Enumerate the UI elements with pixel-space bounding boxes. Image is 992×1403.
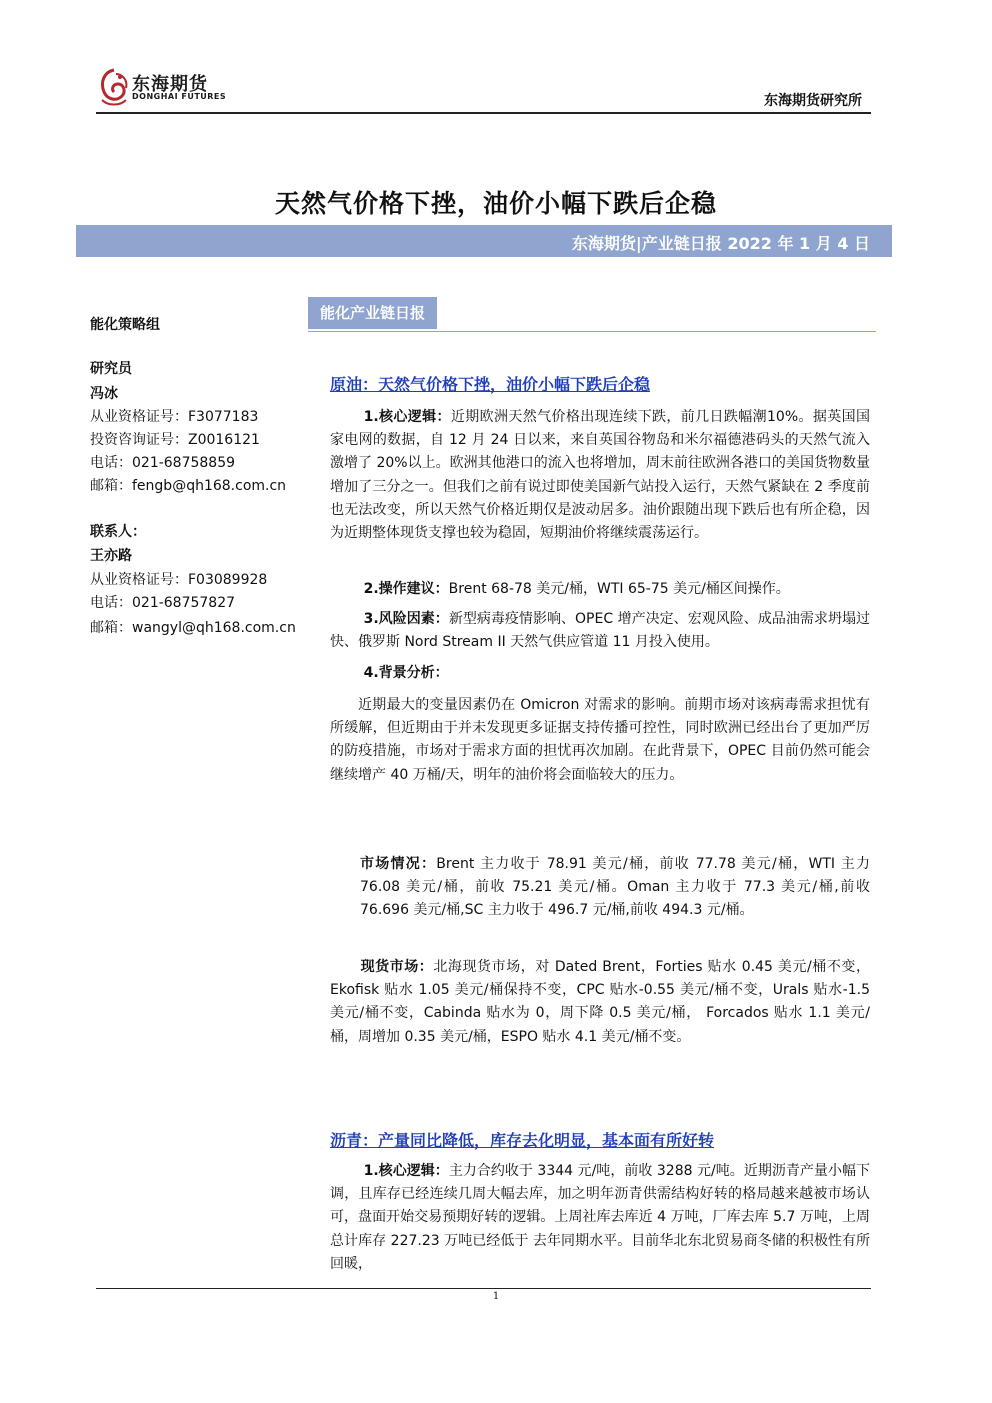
asphalt-core-text: 主力合约收于 3344 元/吨，前收 3288 元/吨。近期沥青产量小幅下调，且库存已经连续几周大幅去库，加之明年沥青供需结构好转的格局越来越被市场认可，盘面开始交易预期好转的逻辑。上周社库去库近 4 万吨，厂库去库 5.7 万吨，上周总计库存 227.23 万吨已经低于 去年同期水平。目前华北东北贸易商冬储的积极性有所回暖，: [330, 1163, 870, 1272]
crude-risk-label: 3.风险因素：: [363, 611, 449, 627]
crude-op-label: 2.操作建议：: [363, 581, 449, 597]
crude-heading[interactable]: 原油：天然气价格下挫，油价小幅下跌后企稳: [330, 375, 651, 394]
crude-spot-text: 北海现货市场，对 Dated Brent，Forties 贴水 0.45 美元/桶不变，Ekofisk 贴水 1.05 美元/桶保持不变，CPC 贴水-0.55 美元/桶不变，Urals 贴水-1.5 美元/桶不变，Cabinda 贴水为 0，周下降 0.5 美元/桶， Forcados 贴水 1.1 美元/桶，周增加 0.35 美元/桶，ESPO 贴水 4.1 美元/桶不变。: [330, 959, 870, 1045]
crude-risk: [330, 608, 870, 654]
report-title: 天然气价格下挫，油价小幅下跌后企稳: [274, 189, 717, 218]
contact-cert: 从业资格证号：F03089928: [90, 572, 268, 588]
section-tag-rule: [308, 331, 876, 332]
crude-operation: [330, 578, 870, 601]
contact-label: 联系人：: [90, 524, 146, 540]
researcher-phone: 电话：021-68758859: [90, 455, 236, 471]
crude-bg-label: 4.背景分析：: [363, 665, 449, 681]
crude-market-label: 市场情况：: [360, 856, 437, 872]
section-tag: 能化产业链日报: [308, 297, 437, 329]
page-number: 1: [492, 1291, 500, 1302]
report-banner: [76, 225, 892, 257]
researcher-consult-cert: 投资咨询证号：Z0016121: [90, 432, 260, 448]
footer-divider: [96, 1288, 871, 1289]
asphalt-core-label: 1.核心逻辑：: [363, 1163, 449, 1179]
crude-op-text: Brent 68-78 美元/桶，WTI 65-75 美元/桶区间操作。: [448, 581, 790, 597]
asphalt-core-logic: [330, 1160, 870, 1276]
researcher-name: 冯冰: [90, 386, 118, 402]
brand-name-cn: 东海期货: [132, 74, 208, 95]
banner-text: 东海期货|产业链日报 2022 年 1 月 4 日: [571, 234, 870, 253]
crude-background-heading: [330, 662, 870, 685]
crude-core-text: 近期欧洲天然气价格出现连续下跌，前几日跌幅潮10%。据英国国家电网的数据，自 12 月 24 日以来，来自英国谷物岛和米尔福德港码头的天然气流入激增了 20%以上。欧洲其他港口的流入也将增加，周末前往欧洲各港口的美国货物数量增加了三分之一。但我们之前有说过即使美国新气站投入运行，天然气紧缺在 2 季度前也无法改变，所以天然气价格近期仅是波动居多。油价跟随出现下跌后也有所企稳，因为近期整体现货支撑也较为稳固，短期油价将继续震荡运行。: [330, 409, 870, 542]
researcher-label: 研究员: [90, 361, 132, 377]
contact-email[interactable]: 邮箱：wangyl@qh168.com.cn: [90, 620, 296, 636]
contact-name: 王亦路: [90, 548, 132, 564]
crude-market: [360, 853, 870, 923]
asphalt-heading[interactable]: 沥青：产量同比降低，库存去化明显，基本面有所好转: [330, 1131, 715, 1150]
team-name: 能化策略组: [90, 317, 160, 333]
researcher-email[interactable]: 邮箱：fengb@qh168.com.cn: [90, 478, 287, 494]
brand-name-en: DONGHAI FUTURES: [132, 92, 227, 101]
header-divider: [96, 112, 871, 114]
crude-market-text: Brent 主力收于 78.91 美元/桶，前收 77.78 美元/桶，WTI 主力 76.08 美元/桶，前收 75.21 美元/桶。Oman 主力收于 77.3 美元/桶,前收76.696 美元/桶,SC 主力收于 496.7 元/桶,前收 494.3 元/桶。: [360, 856, 871, 919]
crude-risk-text: 新型病毒疫情影响、OPEC 增产决定、宏观风险、成品油需求坍塌过快、俄罗斯 Nord Stream II 天然气供应管道 11 月投入使用。: [330, 611, 870, 651]
dragon-logo-icon: [96, 66, 132, 110]
contact-phone: 电话：021-68757827: [90, 595, 236, 611]
researcher-cert: 从业资格证号：F3077183: [90, 409, 259, 425]
crude-background-text: 近期最大的变量因素仍在 Omicron 对需求的影响。前期市场对该病毒需求担忧有所缓解，但近期由于并未发现更多证据支持传播可控性，同时欧洲已经出台了更加严厉的防疫措施，市场对于需求方面的担忧再次加剧。在此背景下，OPEC 目前仍然可能会继续增产 40 万桶/天，明年的油价将会面临较大的压力。: [330, 697, 870, 783]
crude-spot: [330, 956, 870, 1049]
crude-core-label: 1.核心逻辑：: [363, 409, 451, 425]
institute-name: 东海期货研究所: [764, 93, 862, 109]
crude-spot-label: 现货市场：: [360, 959, 434, 975]
crude-core-logic: [330, 406, 870, 545]
